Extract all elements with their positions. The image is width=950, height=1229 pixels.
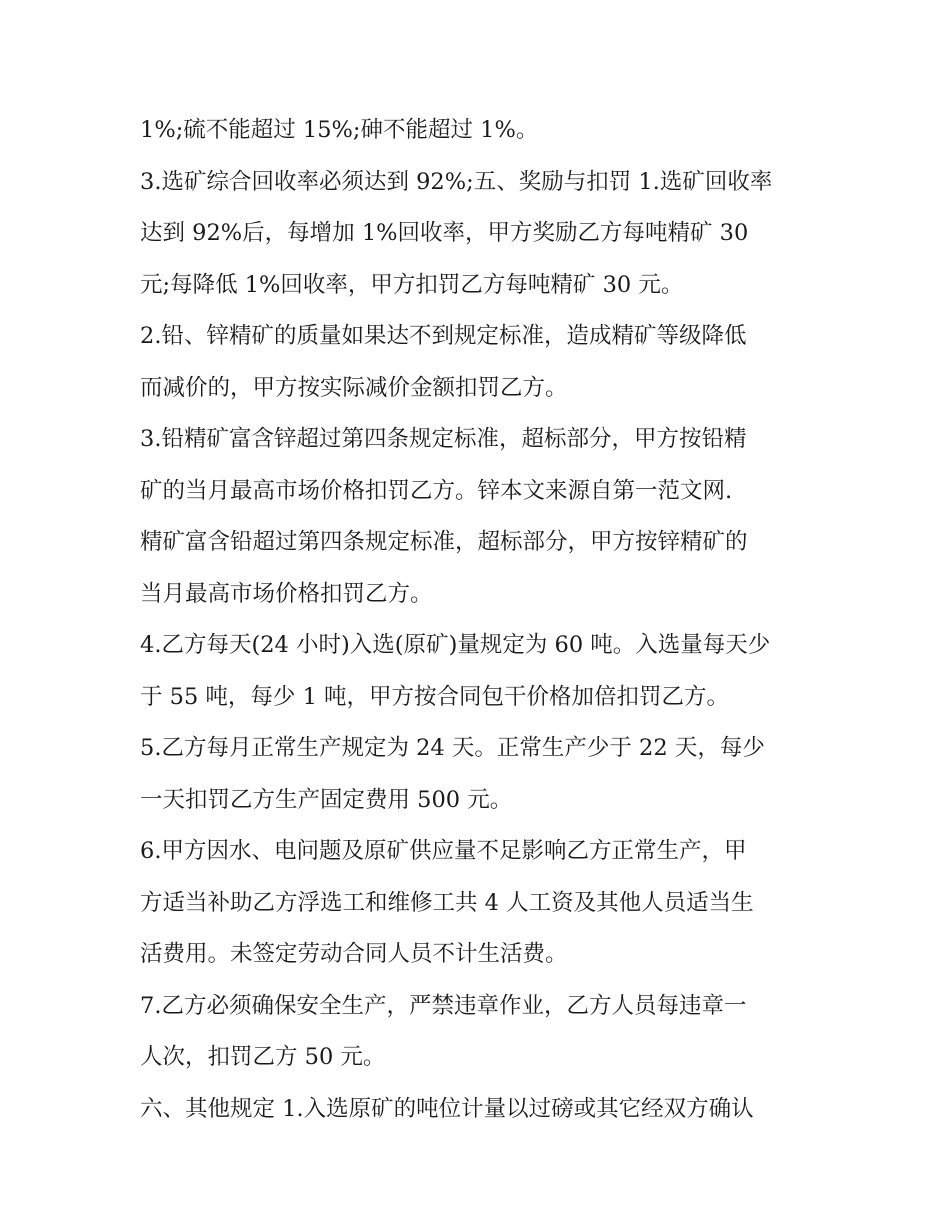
text-line-12: 于 55 吨，每少 1 吨，甲方按合同包干价格加倍扣罚乙方。 [140, 683, 730, 710]
text-line-7: 3.铅精矿富含锌超过第四条规定标准，超标部分，甲方按铅精 [140, 426, 747, 452]
text-line-11: 4.乙方每天(24 小时)入选(原矿)量规定为 60 吨。入选量每天少 [140, 632, 771, 658]
text-line-5: 2.铅、锌精矿的质量如果达不到规定标准，造成精矿等级降低 [140, 323, 747, 349]
text-line-4: 元;每降低 1%回收率，甲方扣罚乙方每吨精矿 30 元。 [140, 271, 684, 298]
text-line-14: 一天扣罚乙方生产固定费用 500 元。 [140, 786, 513, 813]
text-line-15: 6.甲方因水、电问题及原矿供应量不足影响乙方正常生产，甲 [140, 838, 747, 864]
text-line-13: 5.乙方每月正常生产规定为 24 天。正常生产少于 22 天，每少 [140, 735, 765, 761]
text-line-20: 六、其他规定 1.入选原矿的吨位计量以过磅或其它经双方确认 [140, 1095, 754, 1122]
text-line-10: 当月最高市场价格扣罚乙方。 [140, 580, 433, 607]
text-line-18: 7.乙方必须确保安全生产，严禁违章作业，乙方人员每违章一 [140, 992, 747, 1019]
text-line-6: 而减价的，甲方按实际减价金额扣罚乙方。 [140, 374, 568, 401]
text-line-17: 活费用。未签定劳动合同人员不计生活费。 [140, 941, 568, 967]
text-line-19: 人次，扣罚乙方 50 元。 [140, 1044, 386, 1070]
text-line-9: 精矿富含铅超过第四条规定标准，超标部分，甲方按锌精矿的 [140, 529, 748, 555]
text-line-8: 矿的当月最高市场价格扣罚乙方。锌本文来源自第一范文网. [140, 477, 733, 504]
text-line-3: 达到 92%后，每增加 1%回收率，甲方奖励乙方每吨精矿 30 [140, 220, 749, 246]
document-body [140, 110, 820, 1140]
text-line-2: 3.选矿综合回收率必须达到 92%;五、奖励与扣罚 1.选矿回收率 [140, 168, 773, 195]
text-line-16: 方适当补助乙方浮选工和维修工共 4 人工资及其他人员适当生 [140, 889, 754, 916]
text-line-1: 1%;硫不能超过 15%;砷不能超过 1%。 [140, 117, 539, 143]
